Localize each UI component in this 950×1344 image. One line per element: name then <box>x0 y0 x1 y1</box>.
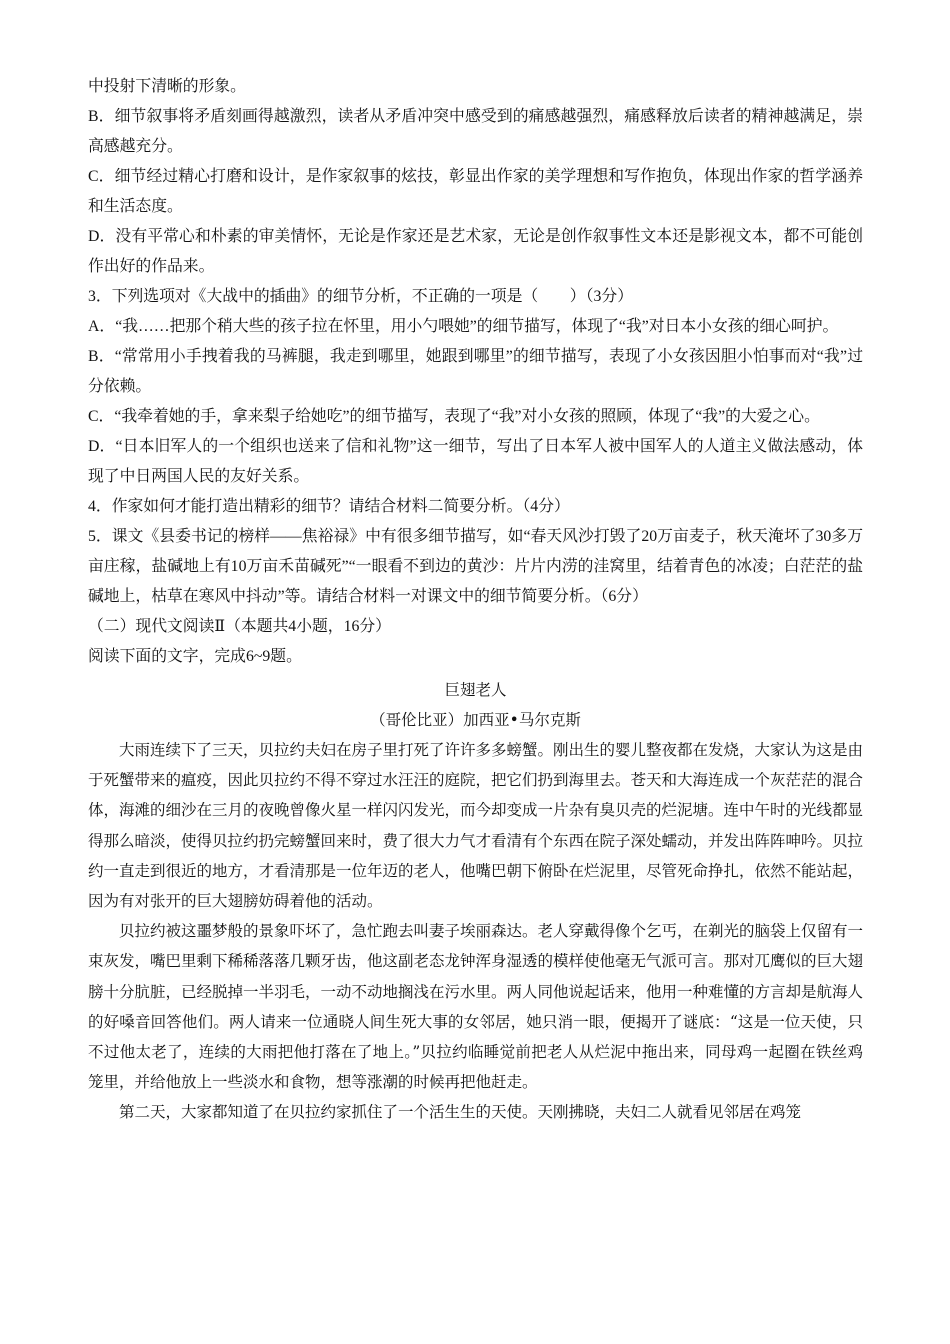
question-3-option-b: B．“常常用小手拽着我的马裤腿，我走到哪里，她跟到哪里”的细节描写，表现了小女孩因胆小怕事而对“我”过分依赖。 <box>88 348 863 395</box>
option-d: D．没有平常心和朴素的审美情怀，无论是作家还是艺术家，无论是创作叙事性文本还是影视文本，都不可能创作出好的作品来。 <box>88 228 863 275</box>
article-title: 巨翅老人 <box>444 681 507 699</box>
article <box>88 675 863 1128</box>
article-author: （哥伦比亚）加西亚•马尔克斯 <box>370 711 581 729</box>
option-a-continuation: 中投射下清晰的形象。 <box>88 78 246 95</box>
option-b: B．细节叙事将矛盾刻画得越激烈，读者从矛盾冲突中感受到的痛感越强烈，痛感释放后读者的精神越满足，崇高感越充分。 <box>88 108 863 155</box>
reading-instruction: 阅读下面的文字，完成6~9题。 <box>88 648 302 665</box>
question-3-option-c: C．“我牵着她的手，拿来梨子给她吃”的细节描写，表现了“我”对小女孩的照顾，体现了“我”的大爱之心。 <box>88 408 820 425</box>
question-3-option-a: A．“我……把那个稍大些的孩子拉在怀里，用小勺喂她”的细节描写，体现了“我”对日本小女孩的细心呵护。 <box>88 318 839 335</box>
question-5: 5．课文《县委书记的榜样——焦裕禄》中有很多细节描写，如“春天风沙打毁了20万亩麦子，秋天淹坏了30多万亩庄稼，盐碱地上有10万亩禾苗碱死”“一眼看不到边的黄沙：片片内涝的洼窝里，结着青色的冰凌；白茫茫的盐碱地上，枯草在寒风中抖动”等。请结合材料一对课文中的细节简要分析。（6分） <box>88 528 863 605</box>
article-paragraph: 大雨连续下了三天，贝拉约夫妇在房子里打死了许许多多螃蟹。刚出生的婴儿整夜都在发烧，大家认为这是由于死蟹带来的瘟疫，因此贝拉约不得不穿过水汪汪的庭院，把它们扔到海里去。苍天和大海连成一个灰茫茫的混合体，海滩的细沙在三月的夜晚曾像火星一样闪闪发光，而今却变成一片杂有臭贝壳的烂泥塘。连中午时的光线都显得那么暗淡，使得贝拉约扔完螃蟹回来时，费了很大力气才看清有个东西在院子深处蠕动，并发出阵阵呻吟。贝拉约一直走到很近的地方，才看清那是一位年迈的老人，他嘴巴朝下俯卧在烂泥里，尽管死命挣扎，依然不能站起，因为有对张开的巨大翅膀妨碍着他的活动。 <box>88 741 864 911</box>
section-heading: （二）现代文阅读Ⅱ（本题共4小题，16分） <box>88 618 391 635</box>
question-3: 3．下列选项对《大战中的插曲》的细节分析，不正确的一项是（ ）（3分） <box>88 288 633 305</box>
article-paragraph: 贝拉约被这噩梦般的景象吓坏了，急忙跑去叫妻子埃丽森达。老人穿戴得像个乞丐，在剃光的脑袋上仅留有一束灰发，嘴巴里剩下稀稀落落几颗牙齿，他这副老态龙钟浑身湿透的模样使他毫无气派可言。那对兀鹰似的巨大翅膀十分肮脏，已经脱掉一半羽毛，一动不动地搁浅在污水里。两人同他说起话来，他用一种难懂的方言却是航海人的好嗓音回答他们。两人请来一位通晓人间生死大事的女邻居，她只消一眼，便揭开了谜底：“这是一位天使，只不过他太老了，连续的大雨把他打落在了地上。”贝拉约临睡觉前把老人从烂泥中拖出来，同母鸡一起圈在铁丝鸡笼里，并给他放上一些淡水和食物，想等涨潮的时候再把他赶走。 <box>88 922 864 1092</box>
question-4: 4．作家如何才能打造出精彩的细节？请结合材料二简要分析。（4分） <box>88 498 570 515</box>
article-paragraph: 第二天，大家都知道了在贝拉约家抓住了一个活生生的天使。天刚拂晓，夫妇二人就看见邻居在鸡笼 <box>119 1103 802 1122</box>
exam-page <box>88 72 863 1128</box>
option-c: C．细节经过精心打磨和设计，是作家叙事的炫技，彰显出作家的美学理想和写作抱负，体现出作家的哲学涵养和生活态度。 <box>88 168 863 215</box>
question-3-option-d: D．“日本旧军人的一个组织也送来了信和礼物”这一细节，写出了日本军人被中国军人的人道主义做法感动，体现了中日两国人民的友好关系。 <box>88 438 863 485</box>
question-section <box>88 72 863 672</box>
